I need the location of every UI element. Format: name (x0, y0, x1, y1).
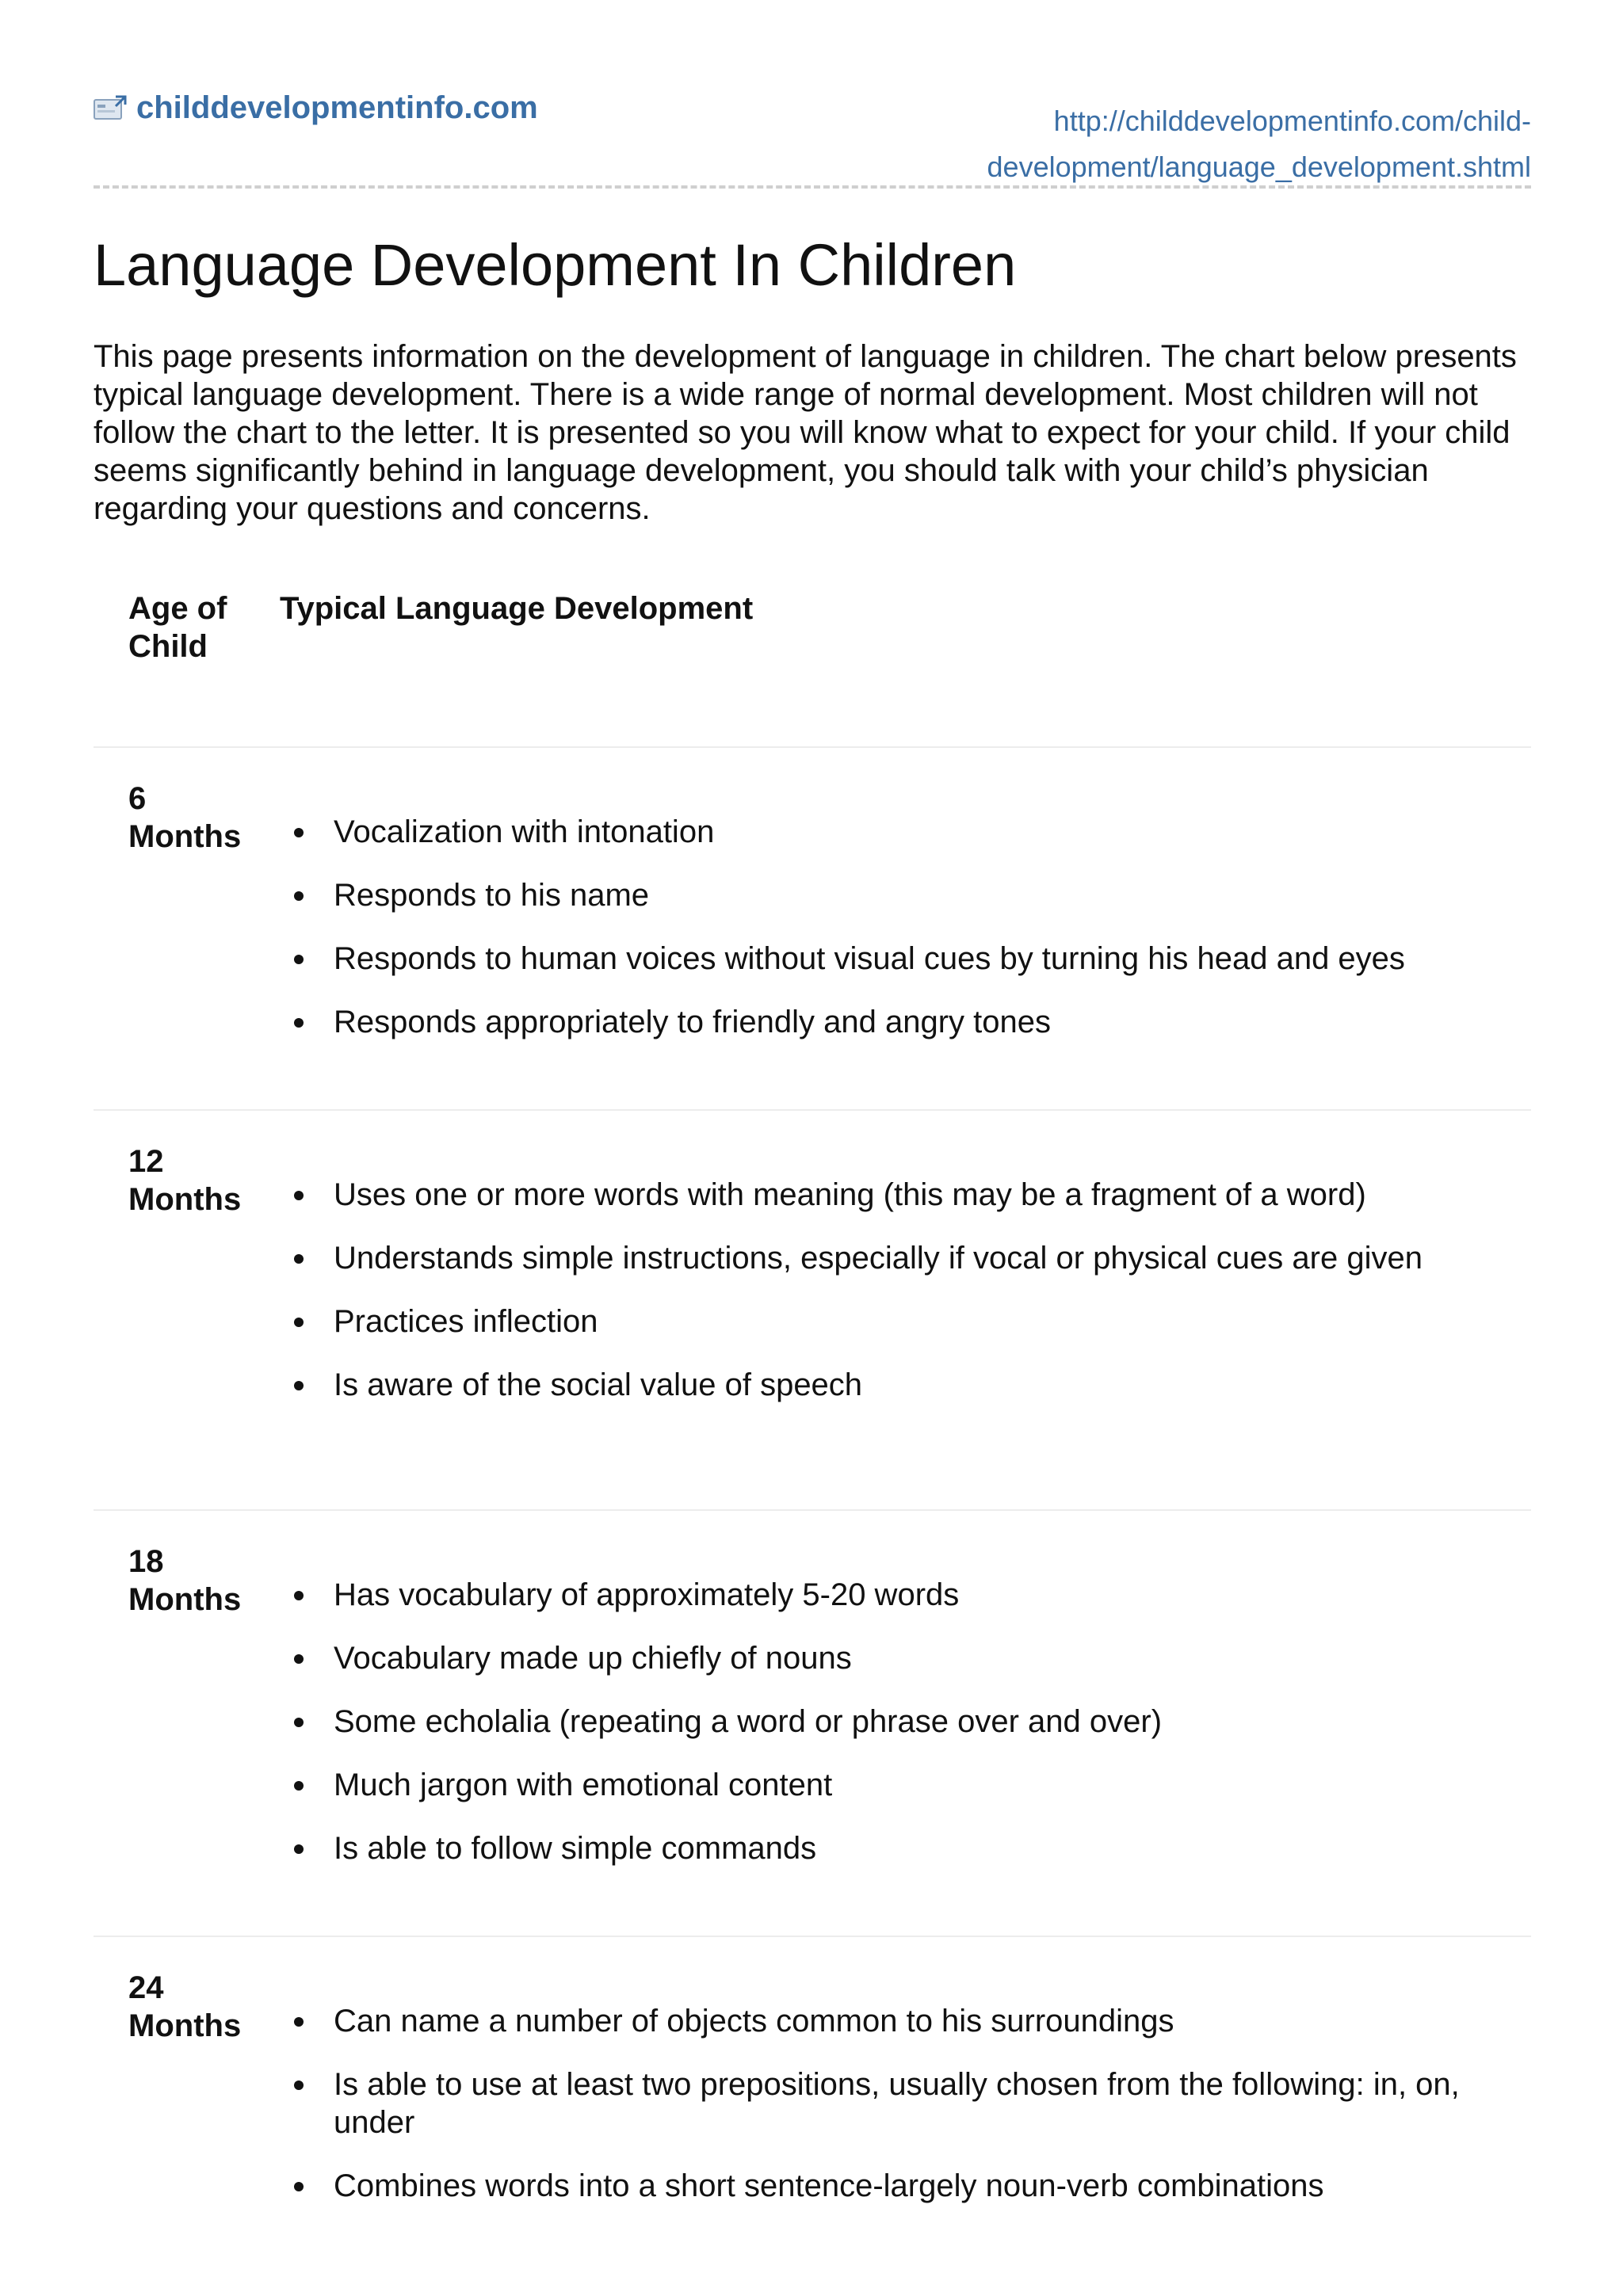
development-list (280, 1576, 1499, 1867)
bullet-icon (294, 1254, 304, 1264)
list-item (280, 813, 1499, 851)
language-development-table (94, 589, 1531, 2230)
development-list (280, 813, 1499, 1041)
list-item (280, 1176, 1499, 1214)
bullet-icon (294, 1591, 304, 1600)
table-row (94, 748, 1531, 1111)
list-item (280, 1302, 1499, 1341)
list-item-text: Is able to use at least two prepositions, usually chosen from the following: in, on, under (334, 2067, 1460, 2140)
list-item (280, 1003, 1499, 1041)
site-brand[interactable] (94, 92, 538, 124)
table-body (94, 748, 1531, 2230)
list-item (280, 2065, 1499, 2142)
list-item-text: Uses one or more words with meaning (this may be a fragment of a word) (334, 1177, 1366, 1212)
list-item-text: Responds to human voices without visual cues by turning his head and eyes (334, 941, 1405, 976)
list-item-text: Much jargon with emotional content (334, 1768, 833, 1802)
header-divider (94, 185, 1531, 189)
bullet-icon (294, 2081, 304, 2090)
list-item-text: Is able to follow simple commands (334, 1831, 817, 1866)
bullet-icon (294, 1781, 304, 1791)
list-item (280, 1829, 1499, 1867)
page-url-line-1[interactable]: http://childdevelopmentinfo.com/child- (1053, 105, 1531, 137)
list-item-text: Can name a number of objects common to his surroundings (334, 2004, 1174, 2039)
development-cell (280, 1511, 1531, 1936)
list-item-text: Understands simple instructions, especially if vocal or physical cues are given (334, 1241, 1423, 1276)
bullet-icon (294, 891, 304, 901)
development-cell (280, 748, 1531, 1109)
age-unit: Months (128, 1582, 242, 1617)
development-cell (280, 1937, 1531, 2230)
bullet-icon (294, 1844, 304, 1854)
list-item-text: Practices inflection (334, 1304, 598, 1339)
bullet-icon (294, 1381, 304, 1390)
list-item (280, 1576, 1499, 1614)
list-item (280, 2002, 1499, 2040)
page-title: Language Development In Children (94, 232, 1017, 298)
development-list (280, 2002, 1499, 2205)
age-number: 18 (128, 1544, 164, 1579)
intro-paragraph: This page presents information on the development of language in children. The chart below presents typical language development. There is a wide range of normal development. Most children will not follow the chart to the letter. It is presented so you will know what to expect for your child. If your child seems significantly behind in language development, you should talk with your child’s physician regarding your questions and concerns. (94, 339, 1517, 526)
age-number: 24 (128, 1970, 164, 2005)
site-header (94, 0, 1531, 190)
development-column-header: Typical Language Development (280, 591, 754, 626)
list-item-text: Has vocabulary of approximately 5-20 words (334, 1577, 960, 1612)
bullet-icon (294, 1018, 304, 1028)
bullet-icon (294, 828, 304, 837)
table-row (94, 1111, 1531, 1511)
age-column-header: Age of Child (128, 591, 227, 664)
list-item (280, 1639, 1499, 1677)
table-row (94, 1511, 1531, 1937)
age-number: 6 (128, 781, 147, 816)
page-url-line-2[interactable]: development/language_development.shtml (987, 151, 1531, 183)
site-name-link[interactable]: childdevelopmentinfo.com (136, 90, 538, 125)
list-item (280, 2167, 1499, 2205)
page-url-link[interactable] (929, 98, 1531, 190)
age-cell (94, 1111, 280, 1509)
list-item (280, 1366, 1499, 1404)
age-cell (94, 748, 280, 1109)
age-unit: Months (128, 1182, 242, 1217)
bullet-icon (294, 1718, 304, 1727)
list-item-text: Responds appropriately to friendly and angry tones (334, 1005, 1051, 1039)
list-item (280, 940, 1499, 978)
list-item (280, 1703, 1499, 1741)
table-header-row (94, 589, 1531, 748)
list-item-text: Some echolalia (repeating a word or phrase over and over) (334, 1704, 1163, 1739)
table-row (94, 1937, 1531, 2230)
list-item-text: Combines words into a short sentence-largely noun-verb combinations (334, 2168, 1324, 2203)
age-number: 12 (128, 1144, 164, 1179)
list-item-text: Vocalization with intonation (334, 814, 715, 849)
bullet-icon (294, 2017, 304, 2027)
bullet-icon (294, 1191, 304, 1200)
age-unit: Months (128, 2008, 242, 2043)
bullet-icon (294, 1318, 304, 1327)
bullet-icon (294, 955, 304, 964)
list-item-text: Vocabulary made up chiefly of nouns (334, 1641, 852, 1676)
list-item-text: Is aware of the social value of speech (334, 1367, 863, 1402)
age-unit: Months (128, 819, 242, 854)
document-page (94, 0, 1531, 2203)
bullet-icon (294, 2182, 304, 2191)
development-cell (280, 1111, 1531, 1509)
list-item (280, 876, 1499, 914)
age-cell (94, 1937, 280, 2230)
age-cell (94, 1511, 280, 1936)
list-item (280, 1766, 1499, 1804)
list-item (280, 1239, 1499, 1277)
site-favicon-icon (94, 95, 127, 120)
development-list (280, 1176, 1499, 1404)
list-item-text: Responds to his name (334, 878, 650, 913)
bullet-icon (294, 1654, 304, 1664)
